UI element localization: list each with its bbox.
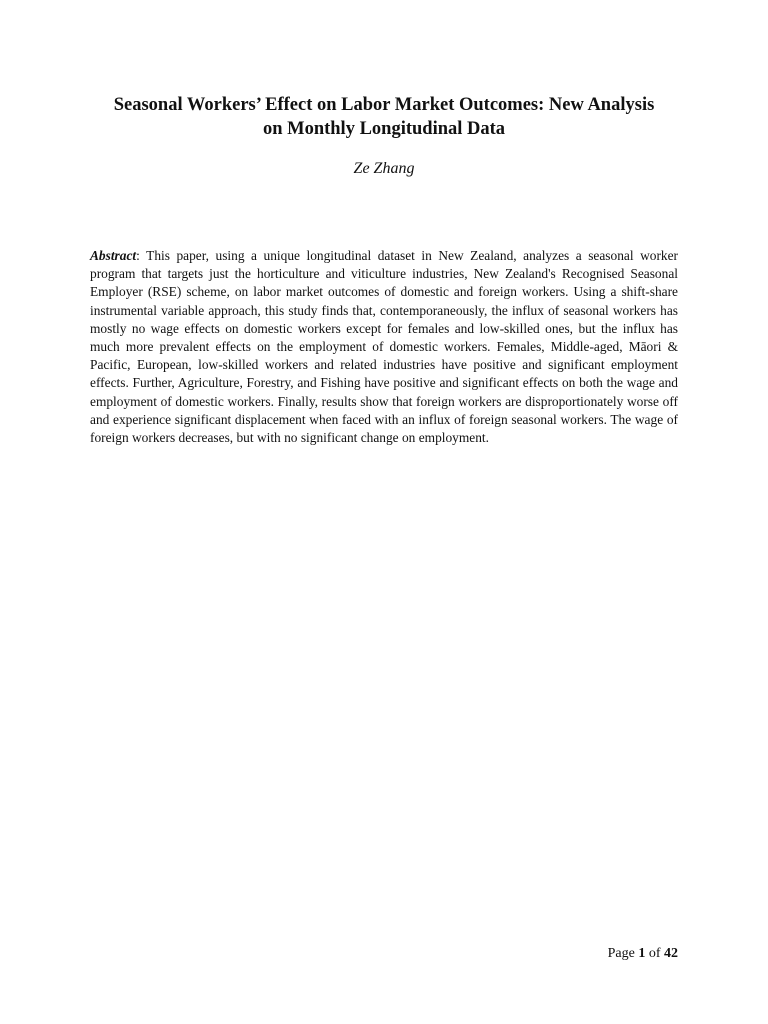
abstract-label: Abstract — [90, 248, 137, 263]
paper-title — [60, 93, 708, 141]
page-current: 1 — [638, 946, 646, 961]
page-number — [608, 945, 678, 963]
abstract-paragraph — [90, 247, 678, 447]
page-of: of — [645, 946, 664, 961]
page-total: 42 — [664, 946, 678, 961]
paper-title-line-2: on Monthly Longitudinal Data — [262, 119, 506, 139]
abstract-separator: : — [136, 248, 147, 263]
abstract-text: This paper, using a unique longitudinal dataset in New Zealand, analyzes a seasonal worker program that targets just the horticulture and viticulture industries, New Zealand's Recognised Seasonal Employer (RSE) scheme, on labor market outcomes of domestic and foreign workers. Using a shift-share instrumental variable approach, this study finds that, contemporaneously, the influx of seasonal workers has mostly no wage effects on domestic workers except for females and low-skilled ones, but the influx has much more prevalent effects on the employment of domestic workers. Females, Middle-aged, Māori & Pacific, European, low-skilled workers and related industries have positive and significant employment effects. Further, Agriculture, Forestry, and Fishing have positive and significant effects on both the wage and employment of domestic workers. Finally, results show that foreign workers are disproportionately worse off and experience significant displacement when faced with an influx of foreign seasonal workers. The wage of foreign workers decreases, but with no significant change on employment. — [90, 248, 678, 446]
page-prefix: Page — [607, 946, 639, 961]
paper-title-line-1: Seasonal Workers’ Effect on Labor Market Outcomes: New Analysis — [113, 95, 655, 115]
author-name: Ze Zhang — [353, 160, 415, 177]
